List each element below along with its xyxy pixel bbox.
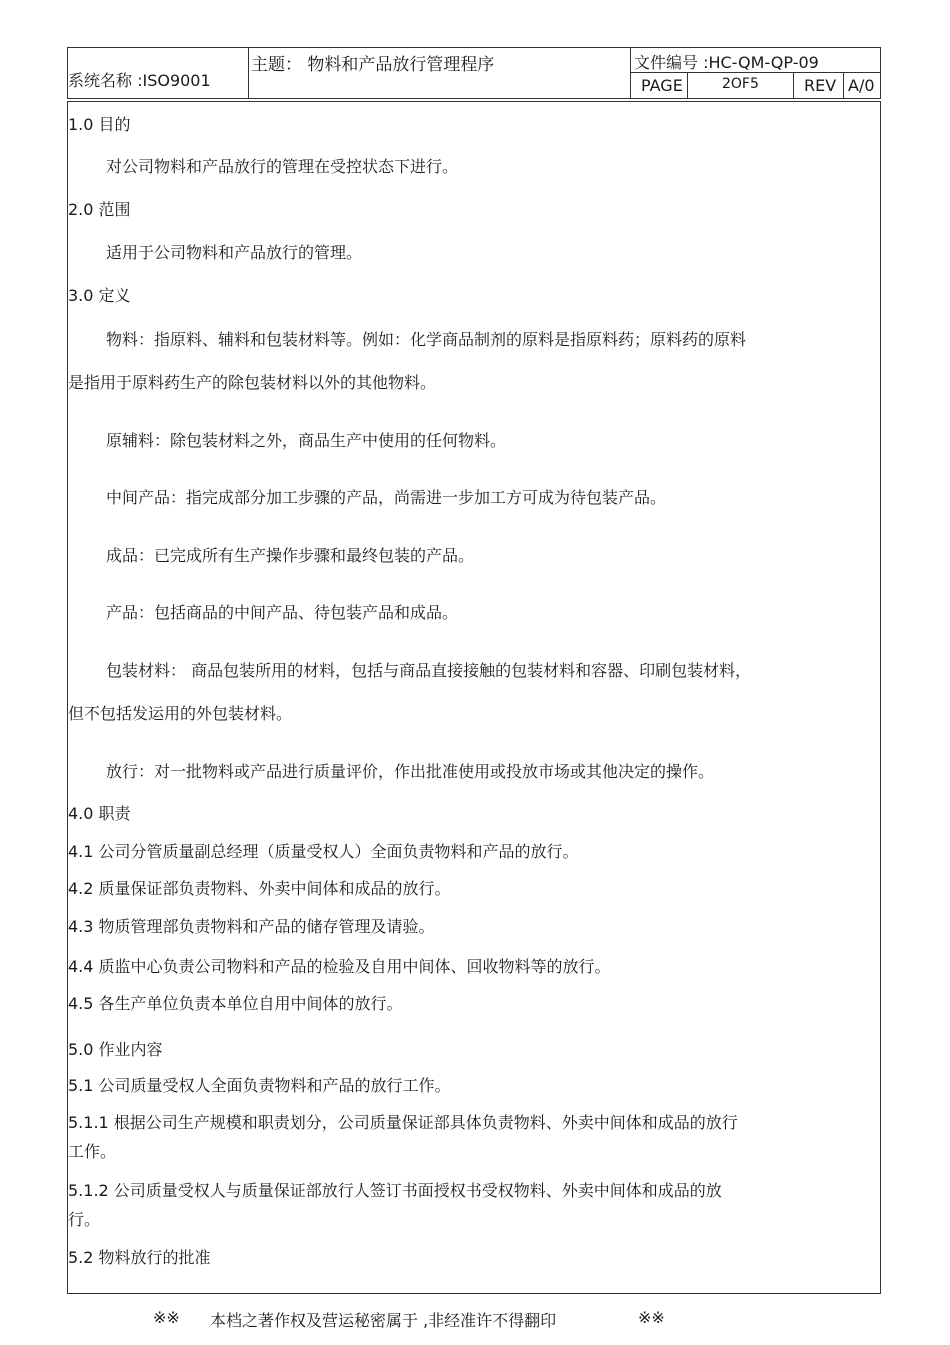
responsibility-item: 4.2 质量保证部负责物料、外卖中间体和成品的放行。	[68, 879, 451, 898]
header-divider	[630, 48, 631, 98]
procedure-item-cont: 行。	[68, 1210, 101, 1229]
section-heading: 5.0 作业内容	[68, 1040, 163, 1059]
document-body	[67, 101, 881, 1294]
header-divider	[793, 73, 794, 98]
rev-value: A/0	[848, 76, 875, 95]
procedure-item: 5.2 物料放行的批准	[68, 1248, 211, 1267]
procedure-item: 5.1.2 公司质量受权人与质量保证部放行人签订书面授权书受权物料、外卖中间体和成品的放	[68, 1181, 722, 1200]
paragraph: 适用于公司物料和产品放行的管理。	[106, 243, 363, 262]
definition-material: 物料：指原料、辅料和包装材料等。例如：化学商品制剂的原料是指原料药；原料药的原料	[106, 330, 747, 349]
responsibility-item: 4.3 物质管理部负责物料和产品的储存管理及请验。	[68, 917, 435, 936]
page-value: 2OF5	[722, 76, 759, 92]
footer-text: 本档之著作权及营运秘密属于 ,非经准许不得翻印	[210, 1311, 557, 1330]
header-divider	[687, 73, 688, 98]
section-heading: 2.0 范围	[68, 200, 131, 219]
definition-intermediate: 中间产品：指完成部分加工步骤的产品，尚需进一步加工方可成为待包装产品。	[106, 488, 667, 507]
definition-packaging-cont: 但不包括发运用的外包装材料。	[68, 704, 293, 723]
document-subject: 主题： 物料和产品放行管理程序	[251, 55, 495, 75]
header-divider	[843, 73, 844, 98]
section-heading: 3.0 定义	[68, 286, 131, 305]
definition-material-cont: 是指用于原料药生产的除包装材料以外的其他物料。	[68, 373, 437, 392]
document-number: 文件编号 :HC-QM-QP-09	[634, 53, 819, 72]
responsibility-item: 4.4 质监中心负责公司物料和产品的检验及自用中间体、回收物料等的放行。	[68, 957, 611, 976]
definition-product: 产品：包括商品的中间产品、待包装产品和成品。	[106, 603, 459, 622]
procedure-item: 5.1 公司质量受权人全面负责物料和产品的放行工作。	[68, 1076, 451, 1095]
responsibility-item: 4.1 公司分管质量副总经理（质量受权人）全面负责物料和产品的放行。	[68, 842, 579, 861]
procedure-item-cont: 工作。	[68, 1142, 117, 1161]
section-heading: 1.0 目的	[68, 115, 131, 134]
footer-marks-left: ※※	[153, 1308, 180, 1327]
header-divider	[248, 48, 249, 98]
definition-raw-materials: 原辅料：除包装材料之外，商品生产中使用的任何物料。	[106, 431, 507, 450]
paragraph: 对公司物料和产品放行的管理在受控状态下进行。	[106, 157, 459, 176]
definition-finished: 成品：已完成所有生产操作步骤和最终包装的产品。	[106, 546, 475, 565]
definition-release: 放行：对一批物料或产品进行质量评价，作出批准使用或投放市场或其他决定的操作。	[106, 762, 715, 781]
document-header	[67, 47, 881, 99]
responsibility-item: 4.5 各生产单位负责本单位自用中间体的放行。	[68, 994, 403, 1013]
system-name: 系统名称 :ISO9001	[68, 71, 211, 90]
footer-marks-right: ※※	[638, 1308, 665, 1327]
page-label: PAGE	[641, 76, 683, 95]
section-heading: 4.0 职责	[68, 804, 131, 823]
procedure-item: 5.1.1 根据公司生产规模和职责划分，公司质量保证部具体负责物料、外卖中间体和成品的放行	[68, 1113, 738, 1132]
definition-packaging: 包装材料： 商品包装所用的材料，包括与商品直接接触的包装材料和容器、印刷包装材料，	[106, 661, 752, 680]
rev-label: REV	[804, 76, 837, 95]
